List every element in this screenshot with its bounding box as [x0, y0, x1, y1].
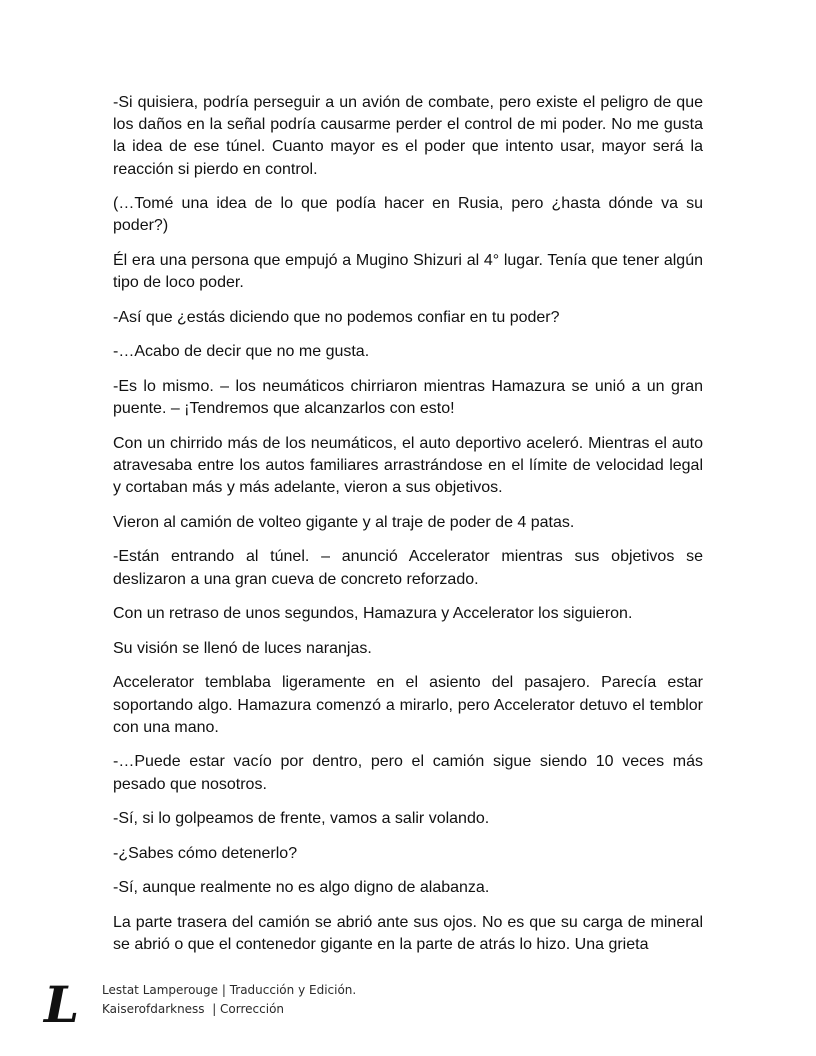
paragraph: Accelerator temblaba ligeramente en el asiento del pasajero. Parecía estar soportando algo. Hamazura comenzó a mirarlo, pero Accelerator detuvo el temblor con una mano.	[113, 674, 703, 736]
page-footer	[44, 975, 464, 1034]
footer-credit-translation: Lestat Lamperouge | Traducción y Edición.	[102, 983, 357, 997]
paragraph: Él era una persona que empujó a Mugino Shizuri al 4° lugar. Tenía que tener algún tipo de loco poder.	[113, 252, 703, 292]
paragraph: -Si quisiera, podría perseguir a un avión de combate, pero existe el peligro de que los daños en la señal podría causarme perder el control de mi poder. No me gusta la idea de ese túnel. Cuanto mayor es el poder que intento usar, mayor será la reacción si pierdo en control.	[113, 94, 703, 178]
paragraph: Con un retraso de unos segundos, Hamazura y Accelerator los siguieron.	[113, 605, 633, 623]
page-body	[113, 92, 703, 969]
paragraph: (…Tomé una idea de lo que podía hacer en Rusia, pero ¿hasta dónde va su poder?)	[113, 195, 703, 235]
footer-credit-correction: Kaiserofdarkness | Corrección	[102, 1002, 285, 1016]
paragraph: -Sí, aunque realmente no es algo digno de alabanza.	[113, 879, 490, 897]
paragraph: -Así que ¿estás diciendo que no podemos confiar en tu poder?	[113, 308, 560, 326]
paragraph: -Sí, si lo golpeamos de frente, vamos a salir volando.	[113, 810, 490, 828]
paragraph: -¿Sabes cómo detenerlo?	[113, 844, 298, 862]
translator-logo: L	[44, 975, 80, 1034]
paragraph: -Están entrando al túnel. – anunció Accelerator mientras sus objetivos se deslizaron a una gran cueva de concreto reforzado.	[113, 548, 703, 588]
paragraph: Vieron al camión de volteo gigante y al traje de poder de 4 patas.	[113, 513, 575, 531]
paragraph: -…Acabo de decir que no me gusta.	[113, 343, 370, 361]
paragraph: -Es lo mismo. – los neumáticos chirriaron mientras Hamazura se unió a un gran puente. – ¡Tendremos que alcanzarlos con esto!	[113, 377, 703, 418]
paragraph: Con un chirrido más de los neumáticos, el auto deportivo aceleró. Mientras el auto atravesaba entre los autos familiares arrastrándose en el límite de velocidad legal y cortaban más y más adelante, vieron a sus objetivos.	[113, 434, 703, 497]
paragraph: Su visión se llenó de luces naranjas.	[113, 639, 372, 657]
paragraph: La parte trasera del camión se abrió ante sus ojos. No es que su carga de mineral se abrió o que el contenedor gigante en la parte de atrás lo hizo. Una grieta	[113, 913, 703, 954]
footer-credits	[102, 981, 356, 1019]
paragraph: -…Puede estar vacío por dentro, pero el camión sigue siendo 10 veces más pesado que nosotros.	[113, 753, 703, 793]
